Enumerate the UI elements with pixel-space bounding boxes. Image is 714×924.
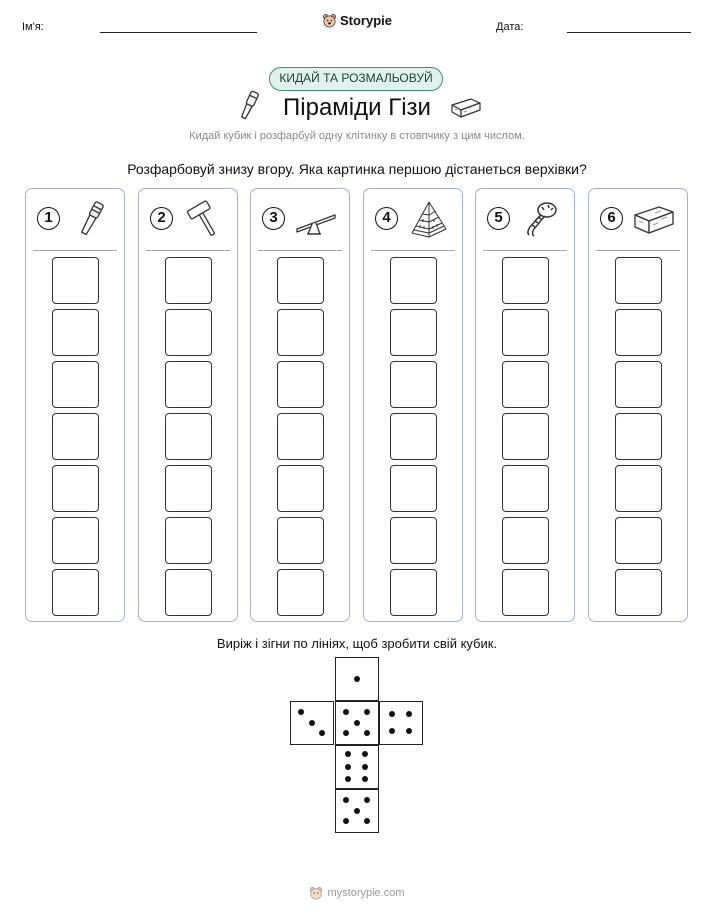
die-pip [389, 728, 395, 734]
color-cell[interactable] [615, 361, 662, 408]
color-cell[interactable] [502, 465, 549, 512]
color-cell[interactable] [390, 413, 437, 460]
brand-logo [0, 13, 714, 31]
column-4 [363, 188, 463, 622]
color-cell[interactable] [277, 361, 324, 408]
color-cell[interactable] [52, 465, 99, 512]
chisel-icon [70, 199, 112, 239]
color-cell[interactable] [165, 413, 212, 460]
footer [0, 886, 714, 903]
bear-footer-icon [309, 886, 323, 900]
die-face-6 [335, 745, 379, 789]
color-cell[interactable] [52, 361, 99, 408]
cut-instruction: Виріж і зігни по лініях, щоб зробити свій кубик. [216, 636, 498, 651]
die-face-5 [335, 789, 379, 833]
color-cell[interactable] [390, 517, 437, 564]
color-cell[interactable] [277, 569, 324, 616]
die-pip [309, 720, 315, 726]
column-divider [146, 250, 230, 251]
color-cell[interactable] [52, 257, 99, 304]
die-pip [319, 730, 325, 736]
die-pip [354, 720, 360, 726]
die-pip [354, 808, 360, 814]
die-pip [364, 730, 370, 736]
column-divider [596, 250, 680, 251]
color-cell[interactable] [165, 257, 212, 304]
color-cell[interactable] [615, 413, 662, 460]
column-5 [475, 188, 575, 622]
color-cell[interactable] [277, 257, 324, 304]
die-pip [345, 764, 351, 770]
color-cell[interactable] [502, 361, 549, 408]
color-cell[interactable] [165, 569, 212, 616]
color-cell[interactable] [165, 517, 212, 564]
color-cell[interactable] [502, 569, 549, 616]
color-cell[interactable] [390, 257, 437, 304]
die-pip [343, 818, 349, 824]
die-pip [345, 751, 351, 757]
hammer-icon [183, 199, 225, 239]
date-line [567, 32, 691, 33]
die-pip [362, 776, 368, 782]
die-pip [362, 751, 368, 757]
color-cell[interactable] [52, 517, 99, 564]
color-cell[interactable] [502, 413, 549, 460]
die-face-3 [290, 701, 334, 745]
column-divider [483, 250, 567, 251]
date-label: Дата: [496, 21, 524, 33]
name-line [100, 32, 257, 33]
rope-icon [520, 199, 562, 239]
color-cell[interactable] [52, 569, 99, 616]
column-6 [588, 188, 688, 622]
column-number: 6 [600, 207, 623, 230]
color-cell[interactable] [502, 257, 549, 304]
page-title: Піраміди Гізи [283, 94, 431, 121]
color-cell[interactable] [52, 413, 99, 460]
name-label: Ім'я: [22, 21, 44, 33]
pyramid-icon [408, 199, 450, 239]
die-face-5 [335, 701, 379, 745]
color-cell[interactable] [277, 413, 324, 460]
die-pip [298, 709, 304, 715]
die-pip [389, 711, 395, 717]
color-cell[interactable] [615, 465, 662, 512]
color-cell[interactable] [390, 465, 437, 512]
color-cell[interactable] [615, 569, 662, 616]
color-cell[interactable] [277, 309, 324, 356]
page-subtitle: Кидай кубик і розфарбуй одну клітинку в стовпчику з цим числом. [189, 130, 525, 142]
column-number: 4 [375, 207, 398, 230]
color-cell[interactable] [615, 517, 662, 564]
color-cell[interactable] [52, 309, 99, 356]
color-cell[interactable] [615, 309, 662, 356]
coloring-instruction: Розфарбовуй знизу вгору. Яка картинка першою дістанеться верхівки? [127, 161, 587, 177]
column-number: 1 [37, 207, 60, 230]
column-divider [258, 250, 342, 251]
column-number: 5 [487, 207, 510, 230]
die-pip [354, 676, 360, 682]
die-pip [364, 818, 370, 824]
column-divider [33, 250, 117, 251]
die-pip [343, 797, 349, 803]
color-cell[interactable] [390, 569, 437, 616]
color-cell[interactable] [615, 257, 662, 304]
column-number: 2 [150, 207, 173, 230]
color-cell[interactable] [165, 309, 212, 356]
brand-name: Storypie [339, 13, 392, 28]
die-pip [343, 730, 349, 736]
die-pip [406, 728, 412, 734]
column-1 [25, 188, 125, 622]
column-3 [250, 188, 350, 622]
color-cell[interactable] [502, 517, 549, 564]
color-cell[interactable] [502, 309, 549, 356]
column-2 [138, 188, 238, 622]
die-face-4 [379, 701, 423, 745]
lever-icon [295, 199, 337, 239]
die-pip [343, 709, 349, 715]
stone-block-icon [633, 199, 675, 239]
footer-url: mystorypie.com [327, 887, 405, 899]
stone-block-title-icon [449, 95, 483, 119]
column-divider [371, 250, 455, 251]
die-face-1 [335, 657, 379, 701]
color-cell[interactable] [390, 361, 437, 408]
die-pip [364, 797, 370, 803]
bear-logo-icon [322, 13, 337, 28]
die-pip [406, 711, 412, 717]
activity-badge: КИДАЙ ТА РОЗМАЛЬОВУЙ [269, 67, 443, 91]
color-cell[interactable] [277, 517, 324, 564]
color-cell[interactable] [165, 465, 212, 512]
die-pip [345, 776, 351, 782]
die-pip [364, 709, 370, 715]
color-cell[interactable] [277, 465, 324, 512]
die-pip [362, 764, 368, 770]
color-cell[interactable] [165, 361, 212, 408]
color-cell[interactable] [390, 309, 437, 356]
column-number: 3 [262, 207, 285, 230]
